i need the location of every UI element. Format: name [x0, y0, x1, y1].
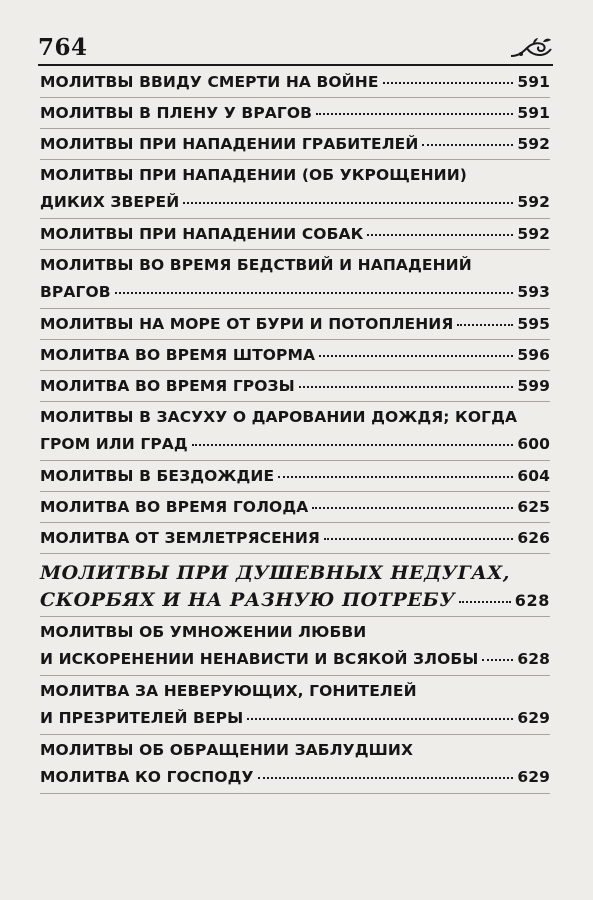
dot-leader [482, 659, 513, 661]
toc-entry-title: МОЛИТВА ЗА НЕВЕРУЮЩИХ, ГОНИТЕЛЕЙ [40, 682, 417, 700]
toc-entry-line [40, 309, 550, 339]
dot-leader [115, 292, 514, 294]
toc-page-number: 625 [517, 498, 550, 516]
toc-entry-line [40, 67, 550, 97]
toc-page-number: 591 [517, 73, 550, 91]
toc-page-number: 604 [517, 467, 550, 485]
dot-leader [258, 777, 514, 779]
dot-leader [192, 444, 514, 446]
toc-entry-title: ГРОМ ИЛИ ГРАД [40, 435, 188, 453]
floral-ornament-icon [509, 36, 553, 60]
toc-entry[interactable] [40, 735, 550, 794]
toc-entry[interactable] [40, 129, 550, 160]
dot-leader [278, 476, 513, 478]
dot-leader [299, 386, 514, 388]
toc-page-number: 593 [517, 283, 550, 301]
dot-leader [319, 355, 513, 357]
toc-entry-title: МОЛИТВА ВО ВРЕМЯ ШТОРМА [40, 346, 316, 364]
toc-entry-line [40, 764, 550, 793]
dot-leader [183, 202, 513, 204]
toc-page-number: 595 [517, 315, 550, 333]
toc-page-number: 629 [517, 768, 550, 786]
toc-entry-line [40, 98, 550, 128]
toc-entry-title: МОЛИТВЫ ОБ УМНОЖЕНИИ ЛЮБВИ [40, 623, 367, 641]
toc-entry[interactable] [40, 219, 550, 250]
toc-entry-line [40, 646, 550, 675]
toc-entry-title: МОЛИТВЫ В БЕЗДОЖДИЕ [40, 467, 275, 485]
toc-entry-title: МОЛИТВЫ ПРИ НАПАДЕНИИ СОБАК [40, 225, 364, 243]
toc-page-number: 599 [517, 377, 550, 395]
page-header [38, 34, 553, 64]
toc-entry[interactable] [40, 160, 550, 219]
dot-leader [457, 324, 513, 326]
toc-entry-line [40, 431, 550, 460]
toc-entry[interactable] [40, 617, 550, 676]
toc-entry-line [40, 617, 550, 646]
table-of-contents [40, 67, 550, 794]
toc-entry-title: МОЛИТВЫ ОБ ОБРАЩЕНИИ ЗАБЛУДШИХ [40, 741, 413, 759]
toc-entry-title: МОЛИТВЫ В ПЛЕНУ У ВРАГОВ [40, 104, 313, 122]
dot-leader [422, 144, 513, 146]
toc-entry-title: ДИКИХ ЗВЕРЕЙ [40, 193, 180, 211]
toc-entry[interactable] [40, 340, 550, 371]
toc-page-number: 592 [517, 225, 550, 243]
toc-entry-title: ВРАГОВ [40, 283, 111, 301]
toc-entry-title: МОЛИТВЫ В ЗАСУХУ О ДАРОВАНИИ ДОЖДЯ; КОГДА [40, 408, 518, 426]
toc-entry-line [40, 461, 550, 491]
toc-page-number: 596 [517, 346, 550, 364]
header-rule [38, 64, 553, 66]
toc-entry-line [40, 492, 550, 522]
dot-leader [324, 538, 513, 540]
toc-entry-line [40, 129, 550, 159]
toc-page-number: 591 [517, 104, 550, 122]
toc-entry-title: И ИСКОРЕНЕНИИ НЕНАВИСТИ И ВСЯКОЙ ЗЛОБЫ [40, 650, 479, 668]
toc-page-number: 628 [514, 591, 550, 610]
toc-page-number: 629 [517, 709, 550, 727]
toc-entry-line [40, 558, 550, 587]
toc-page-number: 628 [517, 650, 550, 668]
toc-entry-line [40, 340, 550, 370]
toc-entry[interactable] [40, 676, 550, 735]
toc-entry-line [40, 279, 550, 308]
toc-entry-title: И ПРЕЗРИТЕЛЕЙ ВЕРЫ [40, 709, 244, 727]
dot-leader [383, 82, 514, 84]
toc-entry[interactable] [40, 492, 550, 523]
toc-entry[interactable] [40, 371, 550, 402]
toc-entry-line [40, 523, 550, 553]
toc-entry-line [40, 676, 550, 705]
toc-entry-title: СКОРБЯХ И НА РАЗНУЮ ПОТРЕБУ [40, 589, 456, 611]
toc-entry-title: МОЛИТВЫ ВВИДУ СМЕРТИ НА ВОЙНЕ [40, 73, 379, 91]
toc-entry-line [40, 371, 550, 401]
toc-page-number: 600 [517, 435, 550, 453]
toc-entry[interactable] [40, 309, 550, 340]
dot-leader [367, 234, 513, 236]
toc-entry[interactable] [40, 67, 550, 98]
toc-entry[interactable] [40, 461, 550, 492]
toc-entry-line [40, 250, 550, 279]
toc-entry[interactable] [40, 523, 550, 554]
dot-leader [316, 113, 513, 115]
toc-entry-title: МОЛИТВЫ ПРИ ДУШЕВНЫХ НЕДУГАХ, [40, 562, 510, 584]
toc-entry-title: МОЛИТВЫ ПРИ НАПАДЕНИИ (ОБ УКРОЩЕНИИ) [40, 166, 467, 184]
toc-entry-line [40, 160, 550, 189]
toc-entry[interactable] [40, 98, 550, 129]
toc-entry-line [40, 219, 550, 249]
toc-entry-line [40, 587, 550, 616]
toc-entry-title: МОЛИТВЫ ВО ВРЕМЯ БЕДСТВИЙ И НАПАДЕНИЙ [40, 256, 472, 274]
toc-page-number: 626 [517, 529, 550, 547]
toc-entry-title: МОЛИТВА ВО ВРЕМЯ ГРОЗЫ [40, 377, 295, 395]
toc-entry-title: МОЛИТВА ВО ВРЕМЯ ГОЛОДА [40, 498, 309, 516]
toc-entry-line [40, 189, 550, 218]
toc-entry-title: МОЛИТВА ОТ ЗЕМЛЕТРЯСЕНИЯ [40, 529, 320, 547]
toc-entry[interactable] [40, 250, 550, 309]
toc-page-number: 592 [517, 135, 550, 153]
toc-page-number: 592 [517, 193, 550, 211]
toc-section-heading[interactable] [40, 554, 550, 617]
toc-entry[interactable] [40, 402, 550, 461]
dot-leader [312, 507, 513, 509]
toc-entry-line [40, 705, 550, 734]
page-number: 764 [38, 34, 88, 61]
toc-entry-title: МОЛИТВЫ ПРИ НАПАДЕНИИ ГРАБИТЕЛЕЙ [40, 135, 419, 153]
dot-leader [459, 601, 510, 603]
toc-entry-title: МОЛИТВА КО ГОСПОДУ [40, 768, 254, 786]
toc-entry-line [40, 402, 550, 431]
toc-entry-title: МОЛИТВЫ НА МОРЕ ОТ БУРИ И ПОТОПЛЕНИЯ [40, 315, 454, 333]
dot-leader [247, 718, 513, 720]
toc-entry-line [40, 735, 550, 764]
